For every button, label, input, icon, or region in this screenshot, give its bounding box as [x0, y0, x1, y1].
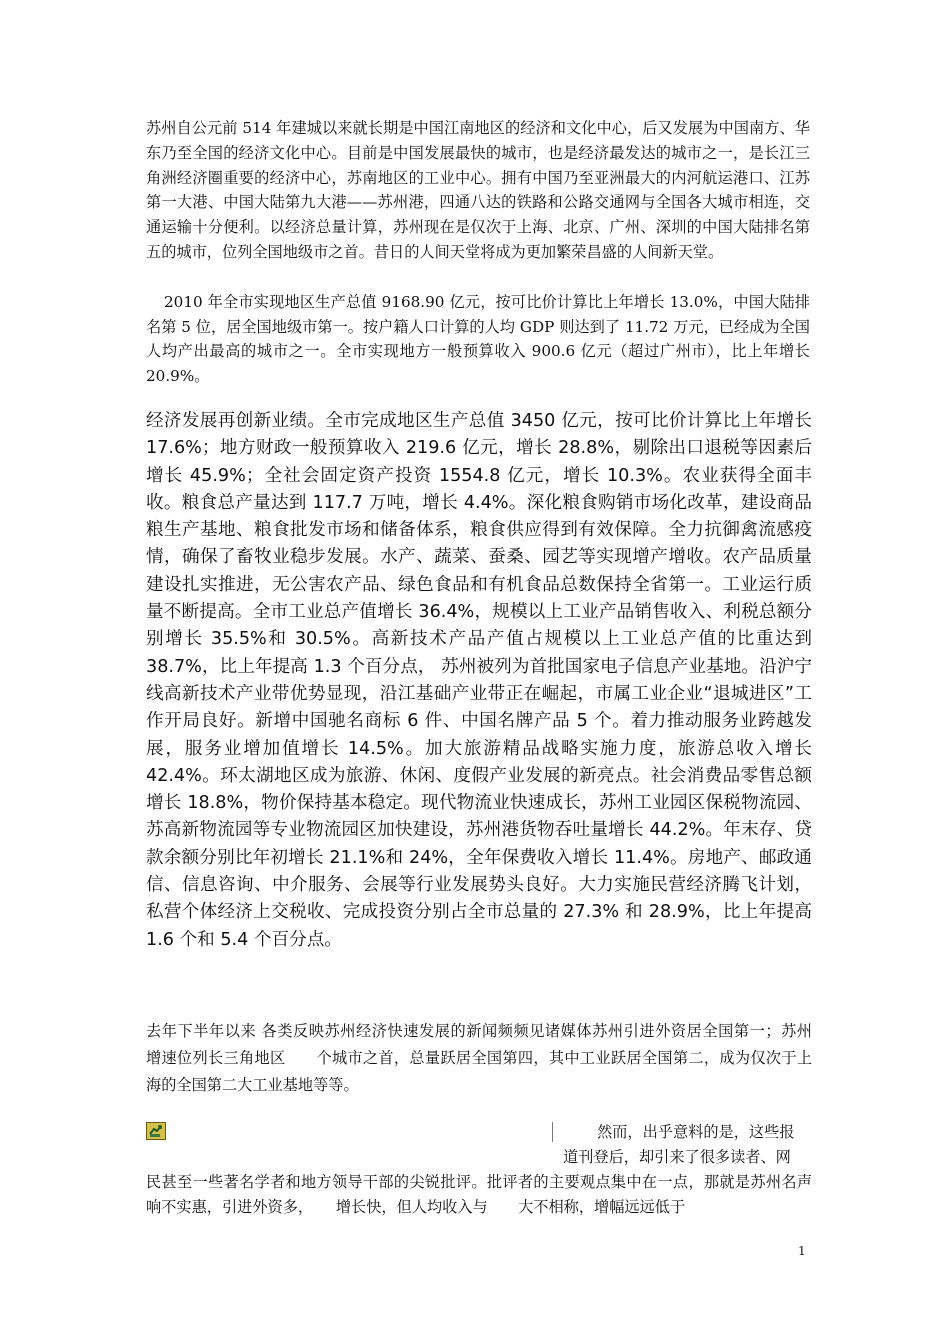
fragment-line-2: 道刊登后，却引来了很多读者、网 — [563, 1148, 791, 1166]
paragraph-intro: 苏州自公元前 514 年建城以来就长期是中国江南地区的经济和文化中心，后又发展为中国南方、华东乃至全国的经济文化中心。目前是中国发展最快的城市，也是经济最发达的城市之一，是长江三角洲经济圈重要的经济中心，苏南地区的工业中心。拥有中国乃至亚洲最大的内河航运港口、江苏第一大港、中国大陆第九大港——苏州港，四通八达的铁路和公路交通网与全国各大城市相连，交通运输十分便利。以经济总量计算，苏州现在是仅次于上海、北京、广州、深圳的中国大陆排名第五的城市，位列全国地级市之首。昔日的人间天堂将成为更加繁荣昌盛的人间新天堂。 — [146, 119, 810, 261]
text-cursor-divider — [552, 1122, 553, 1142]
paragraph-fragment — [560, 1120, 810, 1170]
document-link-icon[interactable] — [146, 1122, 166, 1140]
paragraph-news: 去年下半年以来 各类反映苏州经济快速发展的新闻频频见诸媒体苏州引进外资居全国第一；苏州 增速位列长三角地区 个城市之首，总量跃居全国第四，其中工业跃居全国第二，成为仅次于上海的全国第二大工业基地等等。 — [146, 1022, 843, 1094]
paragraph-gdp-2010: 2010 年全市实现地区生产总值 9168.90 亿元，按可比价计算比上年增长 13.0%，中国大陆排名第 5 位，居全国地级市第一。按户籍人口计算的人均 GDP 则达到了 11.72 万元，已经成为全国人均产出最高的城市之一。全市实现地方一般预算收入 900.6 亿元（超过广州市），比上年增长 20.9%。 — [146, 293, 810, 385]
fragment-line-1: 然而，出乎意料的是，这些报 — [597, 1123, 795, 1141]
paragraph-economy: 经济发展再创新业绩。全市完成地区生产总值 3450 亿元，按可比价计算比上年增长 17.6%；地方财政一般预算收入 219.6 亿元，增长 28.8%，剔除出口退税等因素后增长 45.9%；全社会固定资产投资 1554.8 亿元，增长 10.3%。农业获得全面丰收。粮食总产量达到 117.7 万吨，增长 4.4%。深化粮食购销市场化改革，建设商品粮生产基地、粮食批发市场和储备体系，粮食供应得到有效保障。全力抗御禽流感疫情，确保了畜牧业稳步发展。水产、蔬菜、蚕桑、园艺等实现增产增收。农产品质量建设扎实推进，无公害农产品、绿色食品和有机食品总数保持全省第一。工业运行质量不断提高。全市工业总产值增长 36.4%，规模以上工业产品销售收入、利税总额分别增长 35.5%和 30.5%。高新技术产品产值占规模以上工业总产值的比重达到 38.7%，比上年提高 1.3 个百分点， 苏州被列为首批国家电子信息产业基地。沿沪宁线高新技术产业带优势显现，沿江基础产业带正在崛起，市属工业企业“退城进区”工作开局良好。新增中国驰名商标 6 件、中国名牌产品 5 个。着力推动服务业跨越发展，服务业增加值增长 14.5%。加大旅游精品战略实施力度，旅游总收入增长 42.4%。环太湖地区成为旅游、休闲、度假产业发展的新亮点。社会消费品零售总额增长 18.8%，物价保持基本稳定。现代物流业快速成长，苏州工业园区保税物流园、苏高新物流园等专业物流园区加快建设，苏州港货物吞吐量增长 44.2%。年末存、贷款余额分别比年初增长 21.1%和 24%，全年保费收入增长 11.4%。房地产、邮政通信、信息咨询、中介服务、会展等行业发展势头良好。大力实施民营经济腾飞计划，私营个体经济上交税收、完成投资分别占全市总量的 27.3% 和 28.9%，比上年提高 1.6 个和 5.4 个百分点。 — [146, 411, 812, 950]
paragraph-critique: 民甚至一些著名学者和地方领导干部的尖锐批评。批评者的主要观点集中在一点，那就是苏州名声响不实惠，引进外资多， 增长快，但人均收入与 大不相称，增幅远远低于 — [146, 1173, 812, 1216]
page-number: 1 — [798, 1244, 806, 1258]
